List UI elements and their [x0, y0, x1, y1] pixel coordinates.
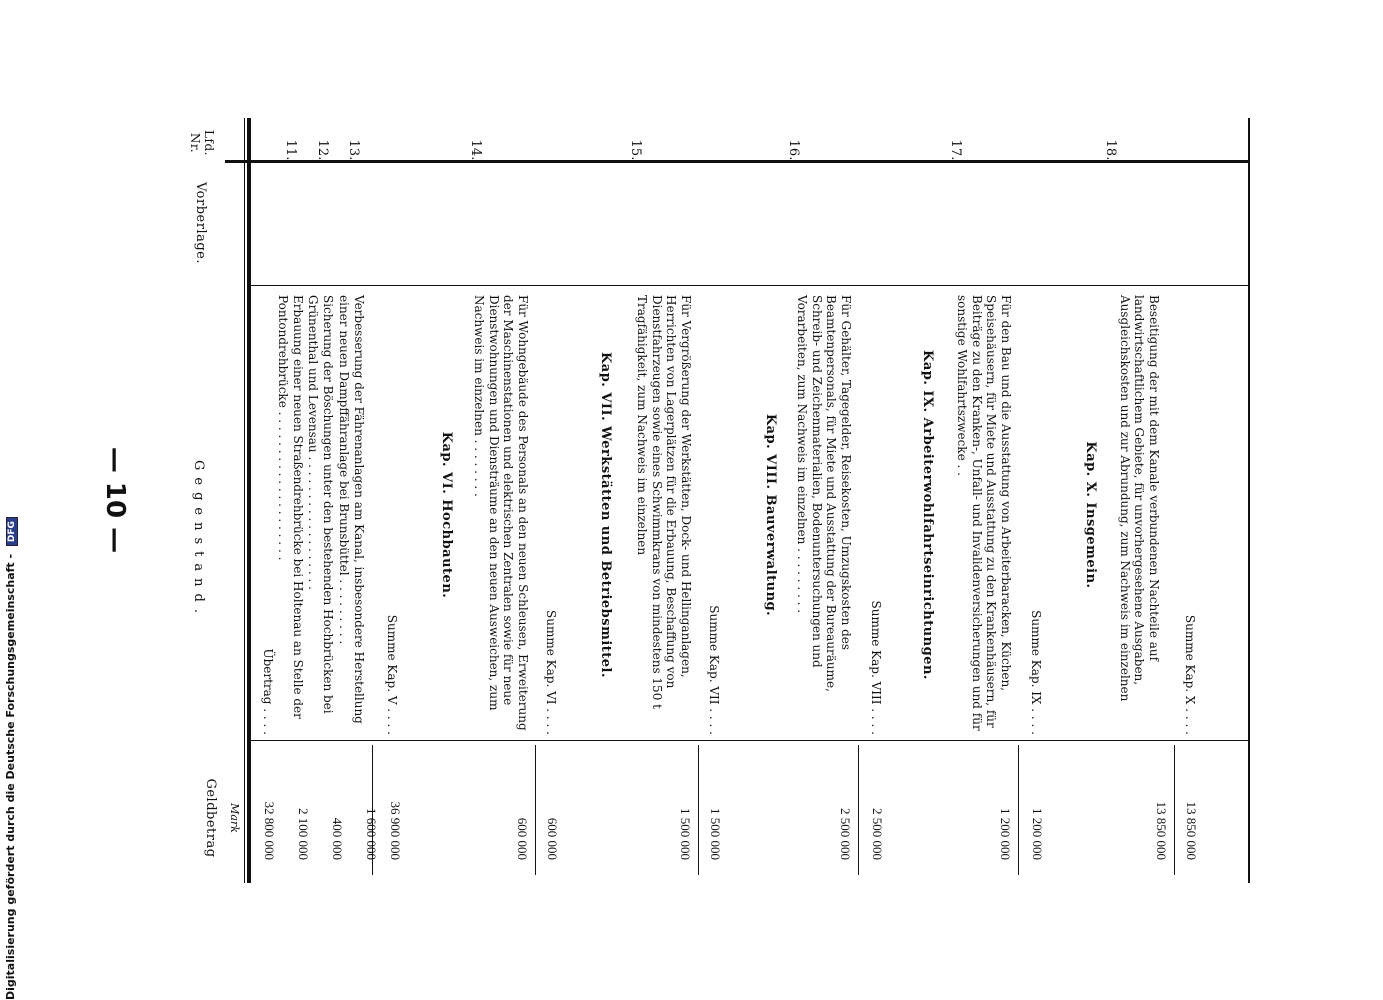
table-top-rule — [247, 118, 251, 883]
header-geldbetrag: Geldbetrag — [203, 778, 218, 858]
row-number: 14. — [468, 139, 483, 161]
kap-viii-title: Kap. VIII. Bauverwaltung. — [763, 413, 778, 617]
summe-kap-ix-amount: 1 200 000 — [1030, 808, 1045, 860]
row-number: 15. — [628, 139, 643, 161]
kap-x-text: Beseitigung der mit dem Kanale verbundenen Nachteile auf landwirtschaftlichem Gebiete, für unvorhergesehene Ausgaben, Ausgleichskosten und zur Abrundung, zum Nachweis im einzelnen — [1118, 295, 1161, 702]
summe-kap-vii-amount: 1 500 000 — [708, 808, 723, 860]
kap-ix-amount: 1 200 000 — [998, 808, 1013, 860]
summe-kap-ix-label: Summe Kap. IX . . . . — [1029, 610, 1043, 735]
summe-kap-v-label: Summe Kap. V . . . . — [385, 614, 399, 735]
row-number: 12. — [315, 139, 330, 161]
kap-vi-amount: 600 000 — [515, 817, 530, 860]
sum-rule — [698, 745, 699, 875]
header-gegenstand: Gegenstand. — [191, 460, 206, 620]
sum-rule — [535, 745, 536, 875]
sum-rule — [858, 745, 859, 875]
kap-ix-text: Für den Bau und die Ausstattung von Arbeiterbaracken, Küchen, Speisehäusern, für Miete und Ausstattung zu den Krankenhäusern, für Beiträge zu den Kranken-, Unfall- und Invalidenversicherungen und für sonstige Wohlfahrtszwecke . . — [955, 295, 1013, 731]
row-text: Sicherung der Böschungen unter den bestehenden Hochbrücken bei Grünenthal und Levensau . . . . . . . . . . . . . . . . . . — [306, 295, 335, 714]
table-top-rule-thin — [244, 118, 245, 883]
kap-vi-text: Für Wohngebäude des Personals an den neuen Schleusen, Erweiterung der Maschinenstationen und elektrischen Zentralen sowie für neue Dienstwohnungen und Diensträume an den neuen Ausweichen, zum Nachweis im einzelnen . . . . . . . . — [472, 295, 530, 731]
dfg-logo: DFG — [6, 517, 18, 546]
row-amount: 2 100 000 — [296, 808, 311, 860]
sum-rule — [1018, 745, 1019, 875]
row-number: 13. — [346, 139, 361, 161]
row-amount: 400 000 — [330, 817, 345, 860]
table-bottom-rule — [1248, 118, 1250, 883]
uebertrag-amount: 32 800 000 — [262, 801, 277, 860]
summe-kap-viii-amount: 2 500 000 — [870, 808, 885, 860]
column-rule-lfd — [225, 160, 1250, 163]
summe-kap-x-label: Summe Kap. X . . . . — [1183, 614, 1197, 735]
kap-ix-title: Kap. IX. Arbeiterwohlfahrtseinrichtungen. — [920, 350, 935, 680]
row-text: Erbauung einer neuen Straßendrehbrücke bei Holtenau an Stelle der Pontondrehbrücke . . . . . . . . . . . . . . . . . . . . — [276, 295, 305, 719]
digitization-footnote — [4, 517, 18, 1000]
uebertrag-label: Übertrag . . . . — [261, 648, 275, 735]
kap-vii-text: Für Vergrößerung der Werkstätten, Dock- und Hellinganlagen, Herrichten von Lagerplätzen für die Erbauung, Beschaffung von Dienstfahrzeugen sowie eines Schwimmkrans von mindestens 150 t Tragfähigkeit, zum Nachweis im einzelnen — [635, 295, 693, 709]
kap-viii-text: Für Gehälter, Tagegelder, Reisekosten, Umzugskosten des Beamtenpersonals, für Miete und Ausstattung der Bureauräume, Schreib- und Zeichenmaterialien, Bodenuntersuchungen und Vorarbeiten, zum Nachweis im einzelnen . . . . . . . . . — [795, 295, 853, 692]
row-number: 16. — [786, 139, 801, 161]
kap-x-title: Kap. X. Insgemein. — [1083, 441, 1098, 589]
footnote-text: Digitalisierung gefördert durch die Deutsche Forschungsgemeinschaft - — [4, 553, 17, 1000]
summe-kap-vi-amount: 600 000 — [545, 817, 560, 860]
header-lfd-nr: Lfd. Nr. — [188, 130, 216, 156]
summe-kap-vi-label: Summe Kap. VI . . . . — [544, 610, 558, 735]
summe-kap-viii-label: Summe Kap. VIII . . . . — [869, 600, 883, 735]
kap-viii-amount: 2 500 000 — [838, 808, 853, 860]
kap-vii-title: Kap. VII. Werkstätten und Betriebsmittel. — [598, 351, 613, 679]
header-mark: Mark — [228, 803, 241, 833]
row-number: 18. — [1103, 139, 1118, 161]
header-vorberlage: Vorberlage. — [193, 181, 208, 265]
kap-x-amount: 13 850 000 — [1154, 801, 1169, 860]
page-number: — 10 — — [100, 446, 130, 554]
summe-kap-vii-label: Summe Kap. VII . . . . — [707, 605, 721, 735]
row-number: 11. — [283, 139, 298, 161]
summe-kap-x-amount: 13 850 000 — [1184, 801, 1199, 860]
row-amount: 1 600 000 — [364, 808, 379, 860]
column-rule-gegenstand — [248, 740, 1250, 741]
row-text: Verbesserung der Fährenanlagen am Kanal, insbesondere Herstellung einer neuen Dampffähranlage bei Brunsbüttel . . . . . . . . . — [337, 295, 366, 724]
row-number: 17. — [948, 139, 963, 161]
sum-rule — [1174, 745, 1175, 875]
summe-kap-v-amount: 36 900 000 — [388, 801, 403, 860]
kap-vii-amount: 1 500 000 — [678, 808, 693, 860]
column-rule-vorberlage — [248, 285, 1250, 286]
kap-vi-title: Kap. VI. Hochbauten. — [439, 431, 454, 599]
